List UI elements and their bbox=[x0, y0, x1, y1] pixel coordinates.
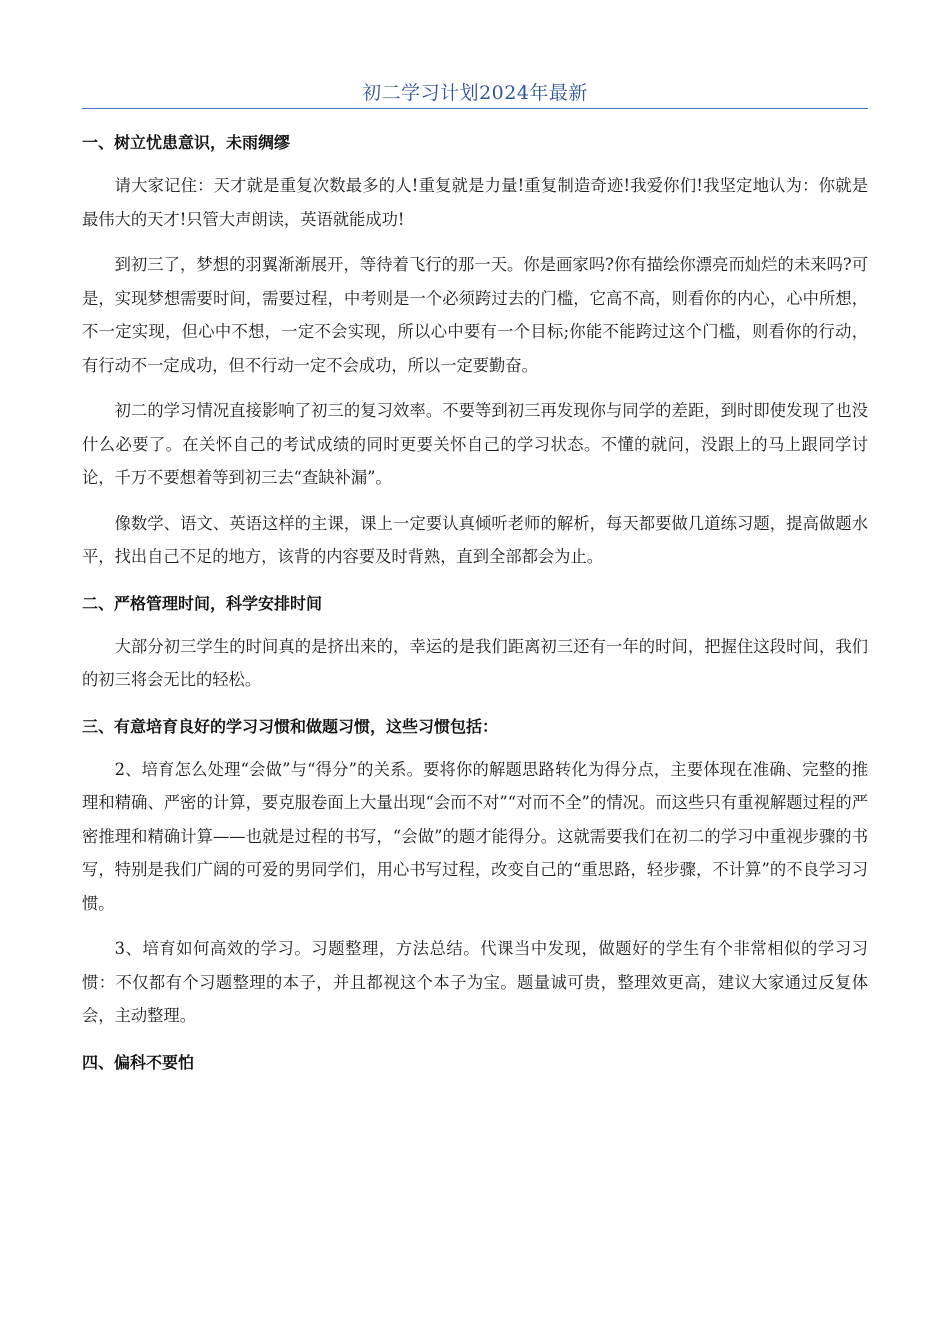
section-heading-2: 二、严格管理时间，科学安排时间 bbox=[82, 593, 323, 613]
section-2-paragraph-1: 大部分初三学生的时间真的是挤出来的，幸运的是我们距离初三还有一年的时间，把握住这段时间，我们的初三将会无比的轻松。 bbox=[82, 636, 868, 689]
section-heading-3: 三、有意培育良好的学习习惯和做题习惯，这些习惯包括： bbox=[82, 716, 499, 736]
section-1-paragraph-4: 像数学、语文、英语这样的主课，课上一定要认真倾听老师的解析，每天都要做几道练习题，提高做题水平，找出自己不足的地方，该背的内容要及时背熟，直到全部都会为止。 bbox=[82, 513, 868, 566]
section-1-paragraph-3: 初二的学习情况直接影响了初三的复习效率。不要等到初三再发现你与同学的差距，到时即使发现了也没什么必要了。在关怀自己的考试成绩的同时更要关怀自己的学习状态。不懂的就问，没跟上的马上跟同学讨论，千万不要想着等到初三去“查缺补漏”。 bbox=[82, 401, 868, 487]
section-1-paragraph-1: 请大家记住：天才就是重复次数最多的人!重复就是力量!重复制造奇迹!我爱你们!我坚定地认为：你就是最伟大的天才!只管大声朗读，英语就能成功! bbox=[82, 176, 868, 229]
section-3-paragraph-2: 3、培育如何高效的学习。习题整理，方法总结。代课当中发现，做题好的学生有个非常相似的学习习惯：不仅都有个习题整理的本子，并且都视这个本子为宝。题量诚可贵，整理效更高，建议大家通过反复体会，主动整理。 bbox=[82, 939, 868, 1025]
section-1-paragraph-2: 到初三了，梦想的羽翼渐渐展开，等待着飞行的那一天。你是画家吗?你有描绘你漂亮而灿烂的未来吗?可是，实现梦想需要时间，需要过程，中考则是一个必须跨过去的门槛，它高不高，则看你的内心，心中所想，不一定实现，但心中不想，一定不会实现，所以心中要有一个目标;你能不能跨过这个门槛，则看你的行动，有行动不一定成功，但不行动一定不会成功，所以一定要勤奋。 bbox=[82, 255, 868, 375]
document-title: 初二学习计划2024年最新 bbox=[82, 78, 868, 109]
section-3-paragraph-1: 2、培育怎么处理“会做”与“得分”的关系。要将你的解题思路转化为得分点，主要体现在准确、完整的推理和精确、严密的计算，要克服卷面上大量出现“会而不对”“对而不全”的情况。而这些只有重视解题过程的严密推理和精确计算——也就是过程的书写，“会做”的题才能得分。这就需要我们在初二的学习中重视步骤的书写，特别是我们广阔的可爱的男同学们，用心书写过程，改变自己的“重思路，轻步骤，不计算”的不良学习习惯。 bbox=[82, 759, 868, 913]
section-heading-4: 四、偏科不要怕 bbox=[82, 1052, 195, 1072]
document-page bbox=[82, 78, 868, 1073]
section-heading-1: 一、树立忧患意识，未雨绸缪 bbox=[82, 133, 291, 152]
